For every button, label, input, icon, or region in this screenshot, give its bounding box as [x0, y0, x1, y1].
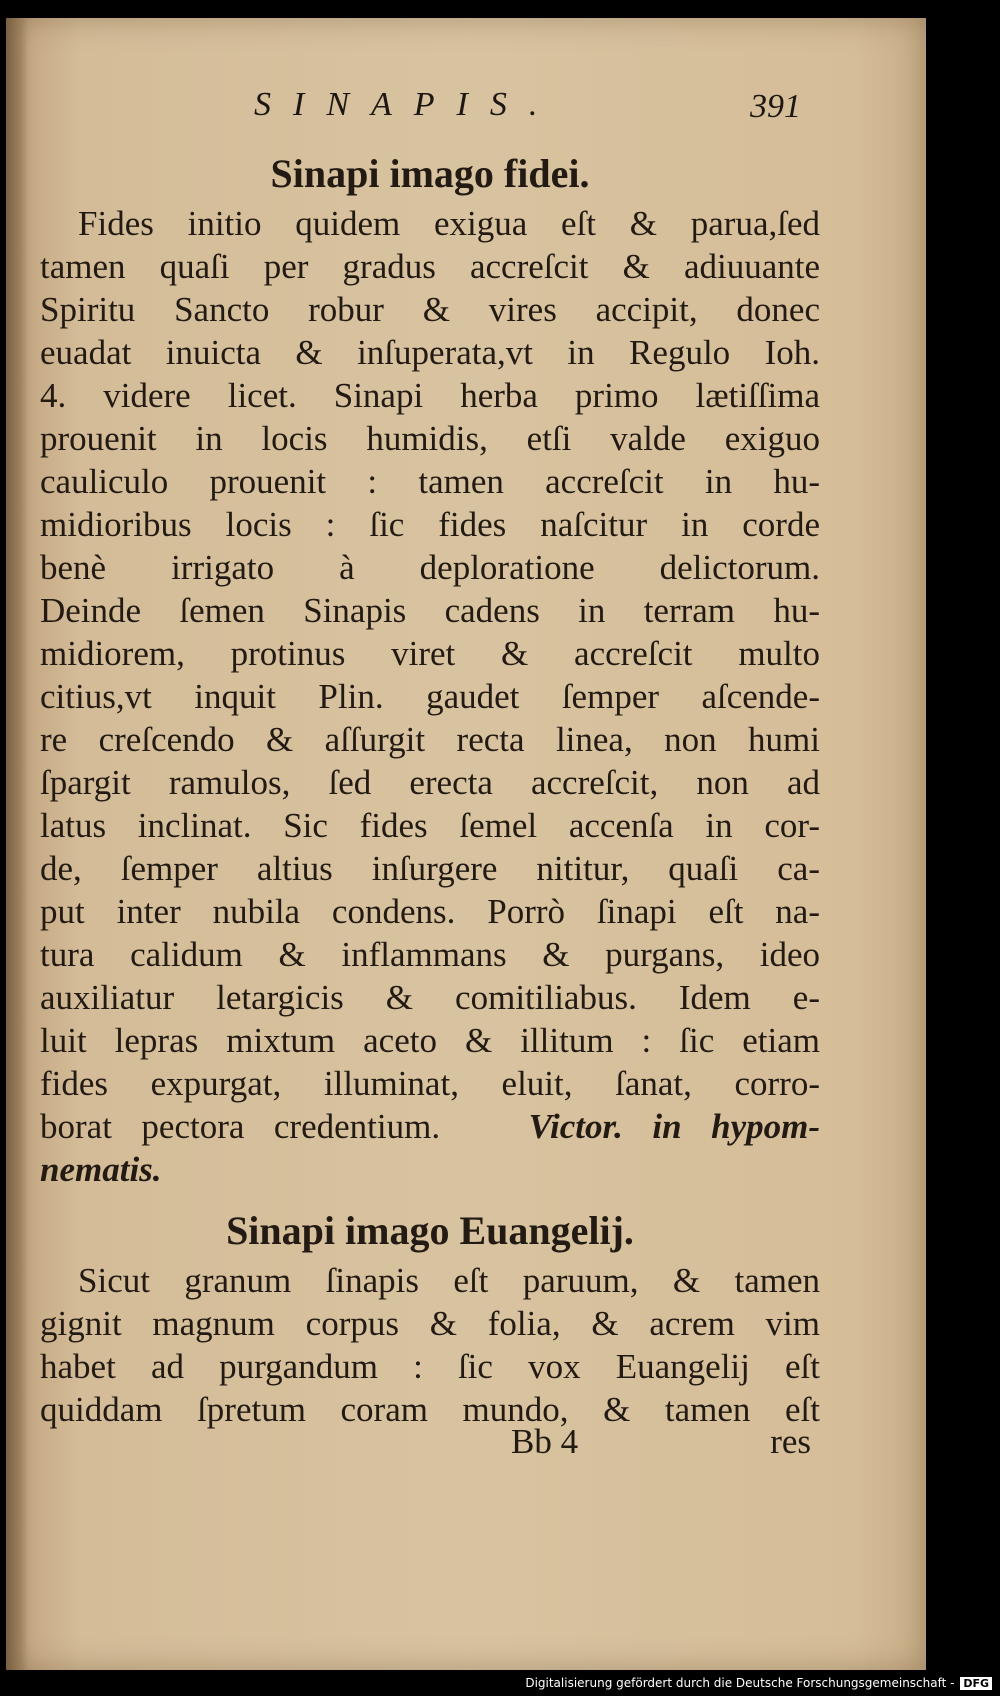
- text-line: Deinde ſemen Sinapis cadens in terram hu-: [40, 591, 820, 630]
- catchword: res: [770, 1422, 811, 1461]
- signature-mark: Bb 4: [511, 1422, 579, 1461]
- section-heading-fidei: Sinapi imago fidei.: [270, 151, 590, 196]
- text-line: fides expurgat, illuminat, eluit, ſanat, corro-: [40, 1064, 820, 1103]
- text-line: tamen quaſi per gradus accreſcit & adiuuante: [40, 247, 820, 286]
- text-line: 4. videre licet. Sinapi herba primo lætiſſima: [40, 376, 820, 415]
- paragraph-fidei: [40, 202, 820, 1191]
- text-line: citius,vt inquit Plin. gaudet ſemper aſcende-: [40, 677, 820, 716]
- citation-author: Victor. in hypom-: [528, 1107, 820, 1146]
- text-line: auxiliatur letargicis & comitiliabus. Idem e-: [40, 978, 820, 1017]
- running-head: SINAPIS.: [254, 86, 560, 123]
- credit-text: Digitalisierung gefördert durch die Deutsche Forschungsgemeinschaft -: [525, 1676, 955, 1690]
- text-line: latus inclinat. Sic fides ſemel accenſa in cor-: [40, 806, 820, 845]
- page-number: 391: [750, 88, 801, 125]
- text-line: cauliculo prouenit : tamen accreſcit in hu-: [40, 462, 820, 501]
- text-line: gignit magnum corpus & folia, & acrem vim: [40, 1304, 820, 1343]
- page-gutter-shadow: [6, 18, 28, 1670]
- paragraph-euangelij: [40, 1259, 820, 1431]
- text-line: re creſcendo & aſſurgit recta linea, non humi: [40, 720, 820, 759]
- text-line: midiorem, protinus viret & accreſcit multo: [40, 634, 820, 673]
- digitization-credit: [525, 1676, 992, 1690]
- text-line: Spiritu Sancto robur & vires accipit, donec: [40, 290, 820, 329]
- text-line: midioribus locis : ſic fides naſcitur in corde: [40, 505, 820, 544]
- citation-continued: [40, 1148, 820, 1191]
- text-block: [40, 146, 820, 1431]
- text-line: put inter nubila condens. Porrò ſinapi eſt na-: [40, 892, 820, 931]
- text-line: luit lepras mixtum aceto & illitum : ſic etiam: [40, 1021, 820, 1060]
- dfg-logo: DFG: [960, 1677, 992, 1690]
- text-line: Fides initio quidem exigua eſt & parua,ſed: [78, 204, 820, 243]
- book-page: [6, 18, 926, 1670]
- text-line: euadat inuicta & inſuperata,vt in Regulo Ioh.: [40, 333, 820, 372]
- citation-work: nematis.: [40, 1150, 162, 1189]
- text-line: ſpargit ramulos, ſed erecta accreſcit, non ad: [40, 763, 820, 802]
- text-line-end: borat pectora credentium.: [40, 1107, 441, 1146]
- text-line: habet ad purgandum : ſic vox Euangelij eſt: [40, 1347, 820, 1386]
- text-line: prouenit in locis humidis, etſi valde exiguo: [40, 419, 820, 458]
- text-line: Sicut granum ſinapis eſt paruum, & tamen: [78, 1261, 820, 1300]
- text-line: quiddam ſpretum coram mundo, & tamen eſt: [40, 1390, 820, 1429]
- text-line: tura calidum & inflammans & purgans, ideo: [40, 935, 820, 974]
- text-line-with-citation: [40, 1105, 820, 1148]
- section-heading-euangelij: Sinapi imago Euangelij.: [226, 1208, 634, 1253]
- text-line: de, ſemper altius inſurgere nititur, quaſi ca-: [40, 849, 820, 888]
- text-line: benè irrigato à deploratione delictorum.: [40, 548, 820, 587]
